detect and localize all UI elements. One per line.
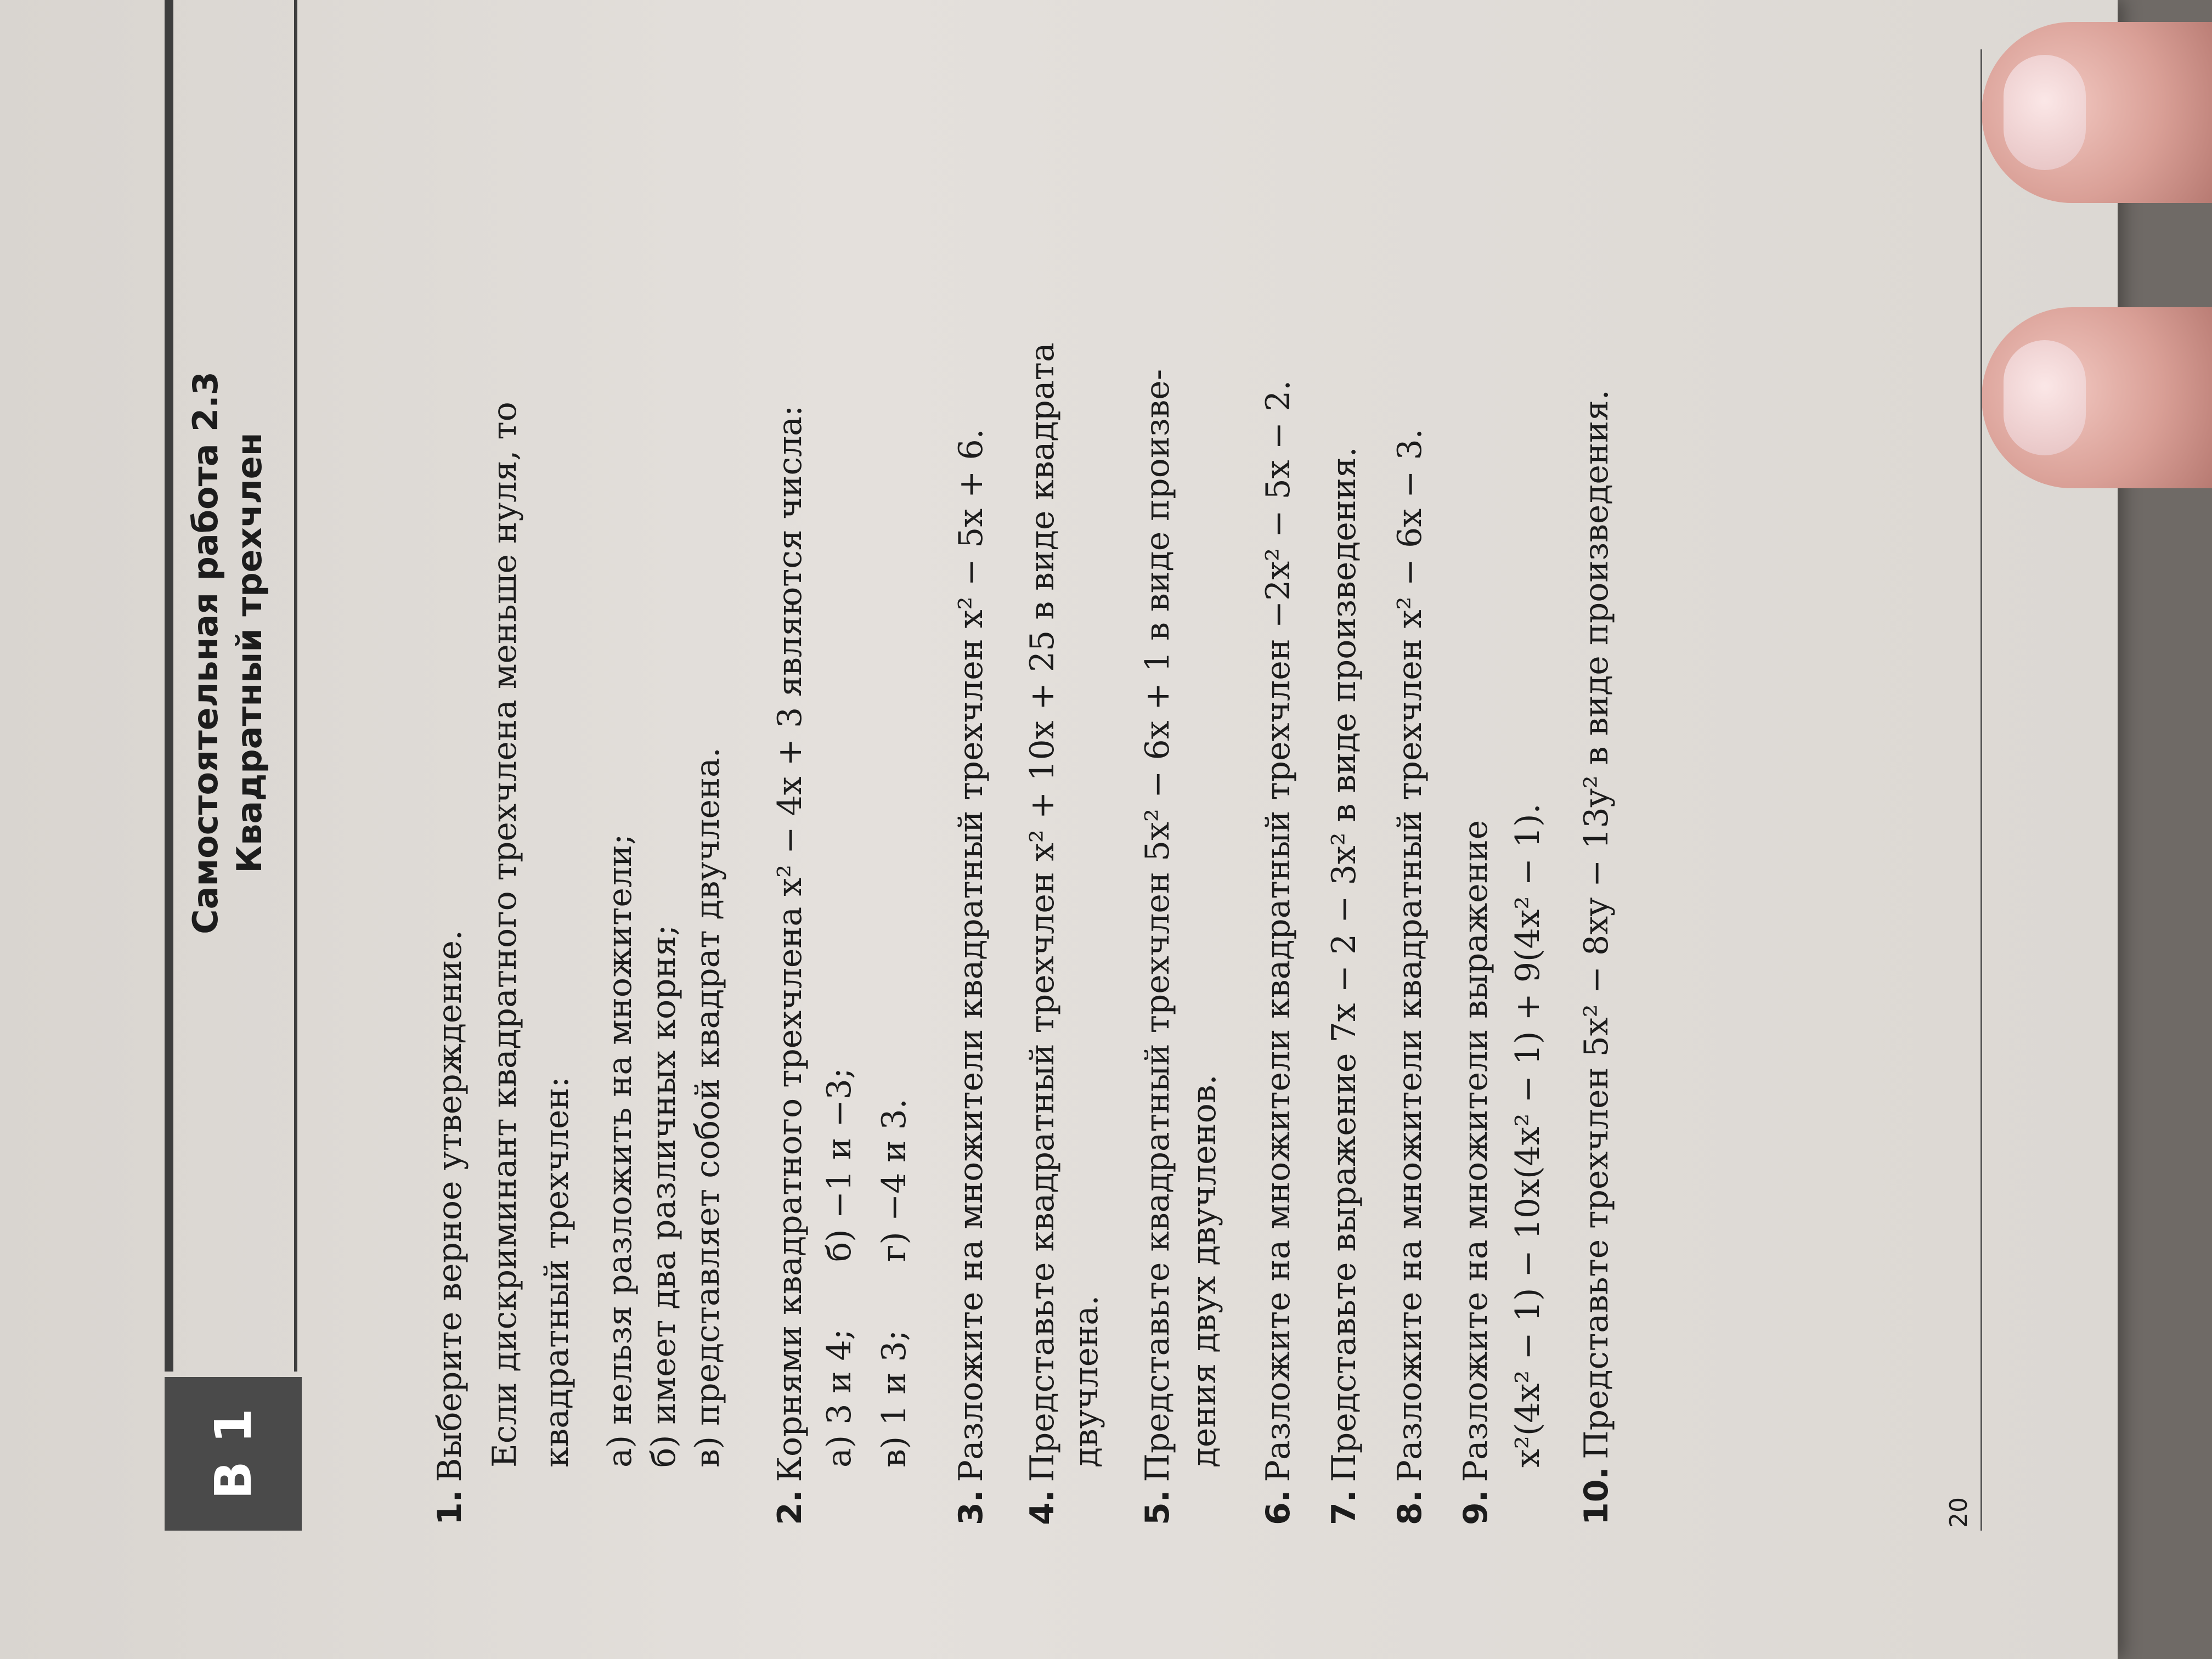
title-line: Самостоятельная работа 2.3 bbox=[185, 371, 225, 934]
task-number: 3. bbox=[952, 1489, 990, 1525]
task-text: Представьте квадратный трехчлен x² + 10x + 25 в виде квадрата bbox=[1023, 342, 1062, 1482]
variant-badge: В 1 bbox=[165, 1377, 302, 1531]
header-bottom-rule bbox=[294, 0, 297, 1372]
task-1 bbox=[428, 930, 472, 1525]
task-text: двучлена. bbox=[1067, 1295, 1105, 1468]
task-text: Разложите на множители выражение bbox=[1457, 820, 1495, 1482]
task-number: 7. bbox=[1325, 1489, 1363, 1525]
task-2 bbox=[768, 405, 812, 1525]
task-number: 8. bbox=[1391, 1489, 1429, 1525]
task-text: Выберите верное утверждение. bbox=[431, 930, 469, 1482]
task-text: квадратный трехчлен: bbox=[538, 1076, 576, 1468]
task-text: Представьте квадратный трехчлен 5x² − 6x + 1 в виде произве- bbox=[1138, 369, 1177, 1482]
task-4 bbox=[1020, 342, 1064, 1525]
task-expression: x²(4x² − 1) − 10x(4x² − 1) + 9(4x² − 1). bbox=[1509, 803, 1547, 1468]
worksheet bbox=[165, 16, 2030, 1569]
task-text: Представьте выражение 7x − 2 − 3x² в виде произведения. bbox=[1325, 447, 1363, 1482]
task-5 bbox=[1136, 369, 1180, 1525]
task-3 bbox=[949, 428, 993, 1525]
answer-option: а) нельзя разложить на множители; bbox=[601, 833, 639, 1468]
task-8 bbox=[1388, 428, 1432, 1525]
task-7 bbox=[1322, 447, 1366, 1525]
answer-option: в) 1 и 3; bbox=[875, 1330, 913, 1468]
worksheet-header bbox=[165, 38, 274, 1531]
task-text: Представьте трехчлен 5x² − 8xy − 13y² в виде произведения. bbox=[1577, 390, 1616, 1459]
task-text: Если дискриминант квадратного трехчлена меньше нуля, то bbox=[486, 402, 524, 1468]
task-number: 10. bbox=[1577, 1466, 1616, 1525]
answer-option: в) представляет собой квадрат двучлена. bbox=[689, 747, 727, 1468]
answer-option: б) −1 и −3; bbox=[820, 1068, 859, 1262]
header-top-rule bbox=[165, 0, 173, 1372]
task-number: 2. bbox=[771, 1489, 809, 1525]
task-6 bbox=[1256, 380, 1300, 1525]
worksheet-title bbox=[184, 324, 272, 982]
task-number: 9. bbox=[1457, 1489, 1495, 1525]
task-text: Разложите на множители квадратный трехчлен x² − 5x + 6. bbox=[952, 428, 990, 1482]
task-number: 4. bbox=[1023, 1489, 1062, 1525]
answer-option: г) −4 и 3. bbox=[875, 1098, 913, 1262]
page-number: 20 bbox=[1945, 1497, 1973, 1528]
task-9 bbox=[1454, 820, 1498, 1525]
footer-rule bbox=[1980, 49, 1982, 1531]
task-text: Разложите на множители квадратный трехчлен −2x² − 5x − 2. bbox=[1259, 380, 1297, 1482]
answer-option: б) имеет два различных корня; bbox=[645, 924, 683, 1468]
task-text: Корнями квадратного трехчлена x² − 4x + 3 являются числа: bbox=[771, 405, 809, 1482]
task-10 bbox=[1575, 390, 1618, 1525]
task-number: 6. bbox=[1259, 1489, 1297, 1525]
task-text: Разложите на множители квадратный трехчлен x² − 6x − 3. bbox=[1391, 428, 1429, 1482]
task-number: 1. bbox=[431, 1489, 469, 1525]
task-text: дения двух двучленов. bbox=[1185, 1074, 1223, 1468]
subtitle-line: Квадратный трехчлен bbox=[229, 432, 269, 873]
answer-option: а) 3 и 4; bbox=[820, 1329, 859, 1468]
task-number: 5. bbox=[1138, 1489, 1177, 1525]
